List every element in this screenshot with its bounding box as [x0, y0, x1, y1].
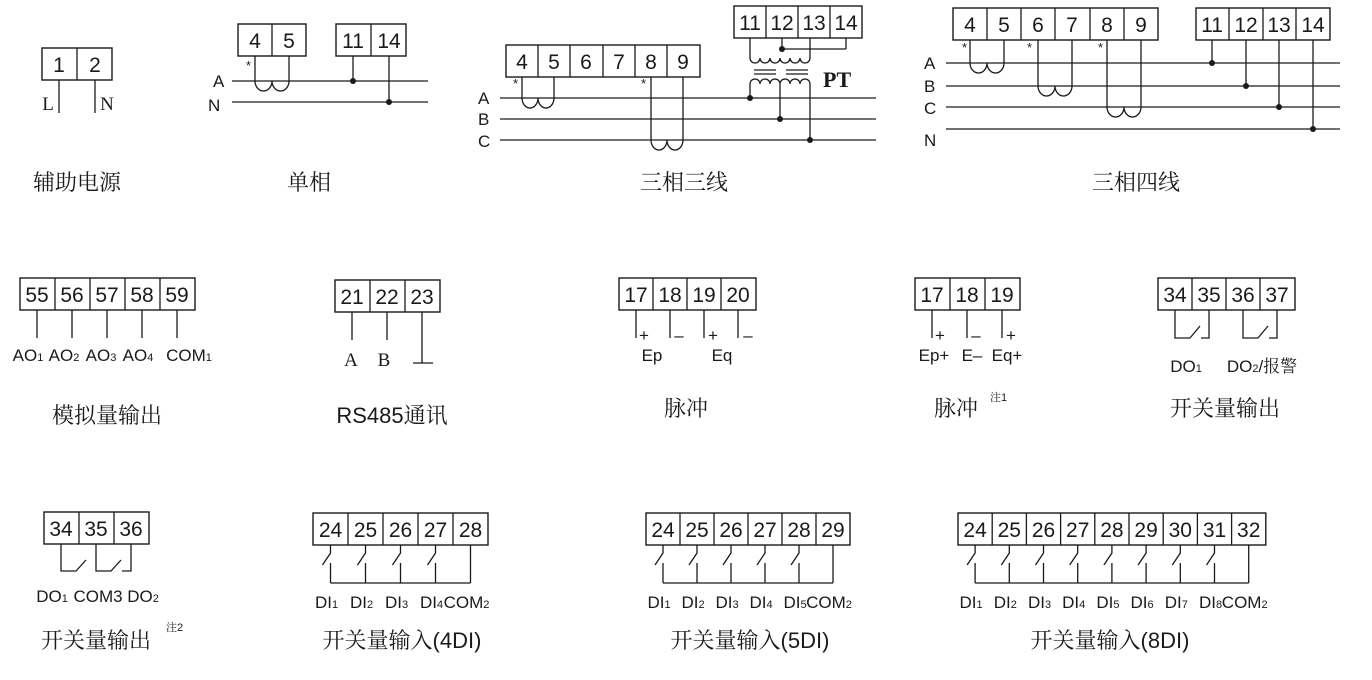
label-do2-alarm: DO2/报警 [1226, 357, 1298, 376]
polarity-plus: + [1006, 326, 1016, 345]
label-rs485-b: B [377, 350, 391, 371]
digital-input-4di-block [313, 513, 489, 653]
terminal-7: 7 [1066, 14, 1078, 37]
switch-contact [967, 545, 975, 583]
label-di4: DI4 [749, 593, 773, 612]
terminal-36: 36 [119, 518, 143, 541]
terminal-strip-ct [506, 45, 700, 77]
label-di1: DI1 [314, 593, 339, 612]
terminal-59: 59 [165, 284, 189, 307]
switch-contact [1172, 545, 1180, 583]
line-label-B: B [924, 77, 936, 96]
label-di2: DI2 [349, 593, 374, 612]
terminal-29: 29 [821, 519, 845, 542]
terminal-23: 23 [410, 286, 434, 309]
terminal-25: 25 [353, 519, 378, 542]
terminal-20: 20 [726, 284, 750, 307]
terminal-4: 4 [249, 30, 261, 53]
switch-contact [757, 545, 765, 583]
polarity-star: * [1098, 40, 1104, 55]
caption-three-phase-three-wire: 三相三线 [639, 170, 729, 195]
switch-contact [358, 545, 366, 583]
switch-contact [689, 545, 697, 583]
terminal-58: 58 [130, 284, 154, 307]
line-label-N: N [924, 131, 937, 150]
switch-contact [1138, 545, 1146, 583]
polarity-plus: + [935, 326, 945, 345]
line-label-A: A [924, 54, 936, 73]
digital-input-5di-block [646, 513, 852, 653]
label-di4: DI4 [419, 593, 444, 612]
label-di3: DI3 [715, 593, 739, 612]
terminal-11: 11 [739, 12, 761, 35]
terminal-11: 11 [1201, 14, 1223, 37]
label-ao4: AO4 [122, 346, 154, 365]
polarity-star: * [641, 76, 647, 91]
single-phase-block [208, 24, 428, 195]
digital-output-block-a [1158, 278, 1297, 421]
terminal-12: 12 [1234, 14, 1258, 37]
label-com1: COM1 [166, 346, 212, 365]
caption-pulse: 脉冲 [933, 396, 979, 421]
label-eq-plus: Eq+ [991, 346, 1023, 365]
current-transformer-coil-b [1038, 40, 1072, 96]
terminal-12: 12 [770, 12, 794, 35]
line-label-C: C [478, 132, 491, 151]
label-ao2: AO2 [48, 346, 80, 365]
line-label-A: A [213, 72, 225, 91]
terminal-57: 57 [95, 284, 119, 307]
terminal-22: 22 [375, 286, 399, 309]
terminal-11: 11 [342, 30, 364, 53]
three-phase-three-wire-block [478, 6, 876, 195]
aux-power-block [33, 48, 122, 195]
polarity-minus: – [743, 326, 753, 345]
label-di5: DI5 [783, 593, 807, 612]
terminal-18: 18 [955, 284, 979, 307]
terminal-19: 19 [990, 284, 1014, 307]
caption-rs485: RS485通讯 [336, 403, 448, 428]
label-di3: DI3 [1027, 593, 1052, 612]
label-di5: DI5 [1096, 593, 1120, 612]
switch-contact [428, 545, 436, 583]
switch-contact [393, 545, 401, 583]
terminal-27: 27 [753, 519, 777, 542]
label-eq: Eq [711, 346, 733, 365]
switch-contact [723, 545, 731, 583]
three-phase-four-wire-block [924, 8, 1340, 195]
polarity-star: * [246, 58, 252, 73]
switch-contact [1207, 545, 1215, 583]
terminal-30: 30 [1168, 519, 1192, 542]
label-di6: DI6 [1130, 593, 1154, 612]
polarity-star: * [962, 40, 968, 55]
terminal-6: 6 [580, 51, 592, 74]
label-di1: DI1 [647, 593, 671, 612]
pulse-note1-block [915, 278, 1022, 421]
terminal-17: 17 [920, 284, 944, 307]
terminal-9: 9 [677, 51, 689, 74]
label-com2: COM2 [443, 593, 490, 612]
line-label-N: N [208, 96, 221, 115]
terminal-24: 24 [963, 519, 987, 542]
terminal-55: 55 [25, 284, 49, 307]
terminal-5: 5 [283, 30, 295, 53]
analog-output-block [13, 278, 212, 428]
switch-contact [791, 545, 799, 583]
terminal-27: 27 [423, 519, 448, 542]
label-do1: DO1 [36, 587, 68, 606]
switch-contact [1036, 545, 1044, 583]
terminal-25: 25 [685, 519, 709, 542]
caption-digital-input: 开关量输入(5DI) [670, 628, 830, 653]
switch-contact [655, 545, 663, 583]
terminal-5: 5 [998, 14, 1010, 37]
terminal-28: 28 [1100, 519, 1124, 542]
label-di8: DI8 [1198, 593, 1223, 612]
label-com2: COM2 [806, 593, 852, 612]
caption-digital-output: 开关量输出 [40, 628, 152, 653]
label-di7: DI7 [1164, 593, 1188, 612]
pt-label: PT [823, 67, 852, 92]
terminal-24: 24 [651, 519, 675, 542]
current-transformer-coil [255, 56, 289, 91]
line-label-A: A [478, 89, 490, 108]
terminal-29: 29 [1134, 519, 1158, 542]
rs485-block [335, 280, 448, 428]
terminal-strip-ct [953, 8, 1158, 40]
terminal-14: 14 [834, 12, 858, 35]
current-transformer-coil-a [522, 77, 554, 108]
label-do1: DO1 [1170, 357, 1202, 376]
relay-contact-do1 [1175, 310, 1209, 338]
label-com2: COM2 [1221, 593, 1268, 612]
terminal-35: 35 [1197, 284, 1221, 307]
terminal-2: 2 [89, 54, 101, 77]
label-ep-plus: Ep+ [918, 346, 950, 365]
footnote-marker: 注2 [166, 622, 184, 634]
terminal-5: 5 [548, 51, 560, 74]
label-di2: DI2 [681, 593, 705, 612]
switch-contact [1104, 545, 1112, 583]
label-e-minus: E– [961, 346, 983, 365]
label-N: N [100, 94, 114, 115]
label-ao3: AO3 [85, 346, 117, 365]
terminal-1: 1 [53, 54, 65, 77]
polarity-plus: + [639, 326, 649, 345]
caption-three-phase-four-wire: 三相四线 [1091, 170, 1181, 195]
relay-contact-do2 [1243, 310, 1277, 338]
label-com3: COM3 [73, 587, 123, 606]
polarity-star: * [1027, 40, 1033, 55]
terminal-9: 9 [1135, 14, 1147, 37]
switch-contact [323, 545, 331, 583]
line-label-C: C [924, 99, 937, 118]
label-ao1: AO1 [12, 346, 44, 365]
terminal-31: 31 [1202, 519, 1227, 542]
polarity-star: * [513, 76, 519, 91]
switch-contact [1070, 545, 1078, 583]
terminal-17: 17 [624, 284, 648, 307]
label-di4: DI4 [1062, 593, 1086, 612]
terminal-8: 8 [645, 51, 657, 74]
terminal-4: 4 [964, 14, 976, 37]
terminal-28: 28 [787, 519, 811, 542]
terminal-24: 24 [318, 519, 343, 542]
terminal-14: 14 [1301, 14, 1325, 37]
caption-pulse: 脉冲 [663, 396, 709, 421]
caption-digital-input: 开关量输入(8DI) [1030, 628, 1190, 653]
label-do2: DO2 [127, 587, 159, 606]
terminal-7: 7 [613, 51, 625, 74]
terminal-8: 8 [1101, 14, 1113, 37]
caption-analog-output: 模拟量输出 [51, 403, 163, 428]
terminal-27: 27 [1066, 519, 1090, 542]
label-L: L [42, 94, 54, 115]
terminal-18: 18 [658, 284, 682, 307]
digital-input-8di-block [958, 513, 1268, 653]
pulse-block [619, 278, 756, 421]
switch-contact [1001, 545, 1009, 583]
line-label-B: B [478, 110, 490, 129]
terminal-26: 26 [719, 519, 743, 542]
polarity-minus: – [971, 326, 981, 345]
terminal-37: 37 [1265, 284, 1289, 307]
current-transformer-coil-a [970, 40, 1004, 73]
caption-aux-power: 辅助电源 [32, 170, 122, 195]
caption-digital-input: 开关量输入(4DI) [322, 628, 482, 653]
terminal-26: 26 [1031, 519, 1056, 542]
label-rs485-a: A [344, 350, 358, 371]
terminal-35: 35 [84, 518, 108, 541]
terminal-21: 21 [340, 286, 364, 309]
relay-contact-shared [61, 544, 131, 571]
label-di3: DI3 [384, 593, 409, 612]
label-ep: Ep [641, 346, 663, 365]
terminal-6: 6 [1032, 14, 1044, 37]
polarity-minus: – [674, 326, 684, 345]
terminal-19: 19 [692, 284, 716, 307]
terminal-36: 36 [1231, 284, 1255, 307]
current-transformer-coil-c [651, 77, 683, 150]
terminal-26: 26 [388, 519, 413, 542]
terminal-13: 13 [1267, 14, 1291, 37]
terminal-strip-di [646, 513, 850, 545]
terminal-25: 25 [997, 519, 1021, 542]
terminal-56: 56 [60, 284, 84, 307]
current-transformer-coil-c [1107, 40, 1141, 117]
label-di2: DI2 [993, 593, 1017, 612]
footnote-marker: 注1 [990, 392, 1008, 404]
terminal-34: 34 [49, 518, 73, 541]
caption-single-phase: 单相 [286, 170, 332, 195]
terminal-28: 28 [458, 519, 483, 542]
terminal-34: 34 [1163, 284, 1187, 307]
terminal-13: 13 [802, 12, 826, 35]
digital-output-block-b [36, 512, 183, 653]
polarity-plus: + [708, 326, 718, 345]
terminal-32: 32 [1237, 519, 1261, 542]
caption-digital-output: 开关量输出 [1169, 396, 1281, 421]
label-di1: DI1 [959, 593, 983, 612]
terminal-14: 14 [377, 30, 401, 53]
terminal-4: 4 [516, 51, 528, 74]
